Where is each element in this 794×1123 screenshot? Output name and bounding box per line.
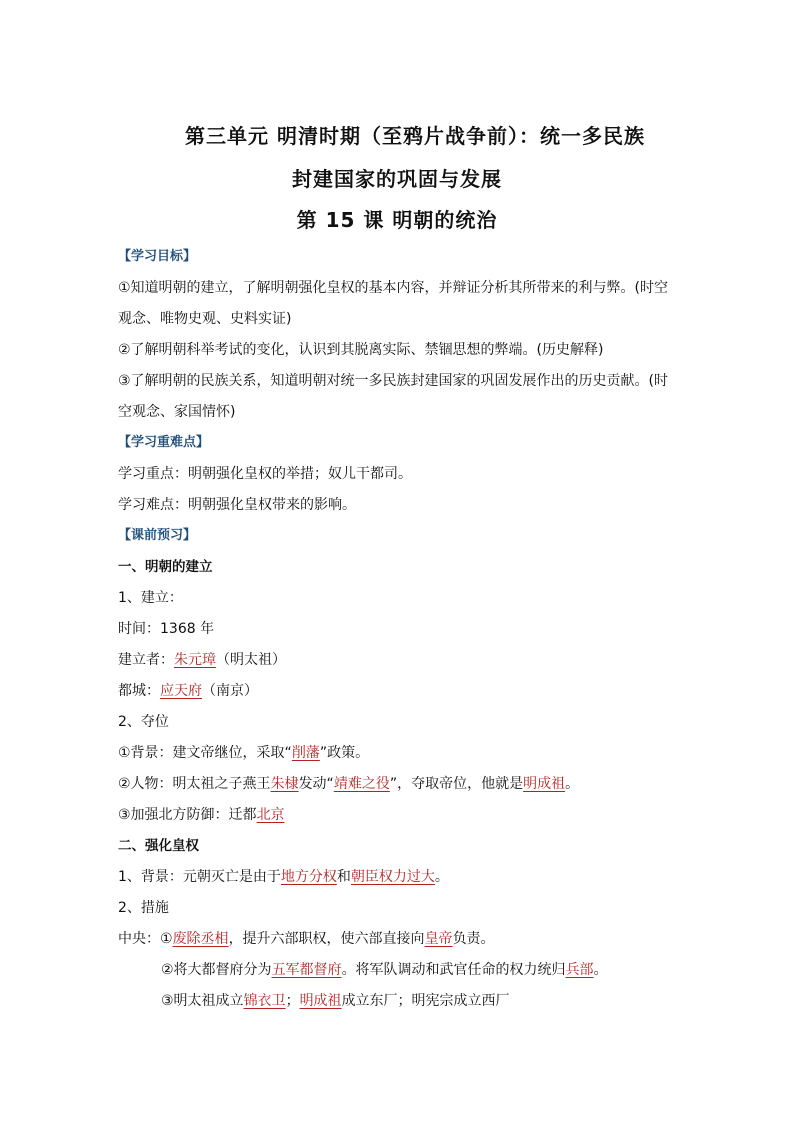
- key-focus: 学习重点：明朝强化皇权的举措；奴儿干都司。: [118, 466, 412, 482]
- section-2-heading: 二、强化皇权: [118, 838, 199, 854]
- background-text: ①背景：建文帝继位，采取“: [118, 745, 292, 761]
- unit-title: 第三单元 明清时期（至鸦片战争前）：统一多民族: [185, 124, 645, 148]
- measure-3-text-2: 成立东厂；明宪宗成立西厂: [341, 993, 510, 1009]
- goal-1-line-1: ①知道明朝的建立，了解明朝强化皇权的基本内容，并辩证分析其所带来的利与弊。(时空: [118, 280, 669, 296]
- defense-row: [118, 804, 678, 835]
- capital-answer: 应天府: [160, 683, 202, 699]
- measure-1-end: 负责。: [452, 931, 495, 947]
- measure-3-sep: ；: [285, 993, 300, 1009]
- establish-subheading: 1、建立：: [118, 590, 183, 606]
- power-background-text: 1、背景：元朝灭亡是由于: [118, 869, 281, 885]
- person-text: ②人物：明太祖之子燕王: [118, 776, 271, 792]
- background-row: [118, 742, 678, 773]
- founder-row: [118, 649, 678, 680]
- key-difficulty: 学习难点：明朝强化皇权带来的影响。: [118, 497, 356, 513]
- power-background-end: 。: [434, 869, 449, 885]
- section-1-heading: 一、明朝的建立: [118, 559, 213, 575]
- goal-3-line-2: 空观念、家国情怀): [118, 404, 236, 420]
- measure-2-answer-2: 兵部: [565, 962, 594, 978]
- central-measure-3: [118, 990, 678, 1021]
- founder-note: （明太祖）: [216, 652, 286, 668]
- measure-3-text: ③明太祖成立: [161, 993, 244, 1009]
- capital-row: [118, 680, 678, 711]
- background-end: ”政策。: [319, 745, 370, 761]
- central-measure-2: [118, 959, 678, 990]
- founder-label: 建立者：: [118, 652, 174, 668]
- time-label: 时间：: [118, 621, 160, 637]
- power-background-row: [118, 866, 678, 897]
- measures-subheading: 2、措施: [118, 900, 169, 916]
- capital-label: 都城：: [118, 683, 160, 699]
- defense-text: ③加强北方防御：迁都: [118, 807, 257, 823]
- goals-header: 【学习目标】: [118, 249, 197, 264]
- time-value: 1368 年: [160, 621, 215, 637]
- person-answer-3: 明成祖: [523, 776, 566, 792]
- defense-answer: 北京: [256, 807, 285, 823]
- goal-2: ②了解明朝科举考试的变化，认识到其脱离实际、禁锢思想的弊端。(历史解释): [118, 342, 604, 358]
- power-background-answer-1: 地方分权: [280, 869, 337, 885]
- measure-3-answer-2: 明成祖: [299, 993, 342, 1009]
- goal-1-line-2: 观念、唯物史观、史料实证): [118, 311, 292, 327]
- preview-header: 【课前预习】: [118, 528, 197, 543]
- unit-subtitle: 封建国家的巩固与发展: [292, 167, 502, 191]
- person-answer-2: 靖难之役: [333, 776, 390, 792]
- measure-2-end: 。: [593, 962, 608, 978]
- measure-2-text-2: 。将军队调动和武官任命的权力统归: [341, 962, 566, 978]
- person-row: [118, 773, 678, 804]
- central-label: 中央：①: [118, 931, 173, 947]
- key-points-header: 【学习重难点】: [118, 435, 210, 450]
- person-end: 。: [565, 776, 580, 792]
- usurp-subheading: 2、夺位: [118, 714, 169, 730]
- power-background-and: 和: [336, 869, 351, 885]
- measure-2-answer-1: 五军都督府: [271, 962, 342, 978]
- background-answer: 削藩: [291, 745, 320, 761]
- document-body: [118, 246, 678, 1021]
- person-text-3: ”，夺取帝位，他就是: [389, 776, 524, 792]
- person-answer-1: 朱棣: [270, 776, 299, 792]
- measure-2-text: ②将大都督府分为: [161, 962, 272, 978]
- measure-1-answer-2: 皇帝: [424, 931, 453, 947]
- measure-1-text: ，提升六部职权，使六部直接向: [228, 931, 425, 947]
- time-row: [118, 618, 678, 649]
- power-background-answer-2: 朝臣权力过大: [350, 869, 435, 885]
- capital-note: （南京）: [202, 683, 258, 699]
- goal-3-line-1: ③了解明朝的民族关系，知道明朝对统一多民族封建国家的巩固发展作出的历史贡献。(时: [118, 373, 669, 389]
- measure-3-answer-1: 锦衣卫: [243, 993, 286, 1009]
- lesson-title: 第 15 课 明朝的统治: [296, 208, 498, 232]
- measure-1-answer-1: 废除丞相: [172, 931, 229, 947]
- founder-answer: 朱元璋: [174, 652, 216, 668]
- central-measure-1: [118, 928, 678, 959]
- person-text-2: 发动“: [298, 776, 334, 792]
